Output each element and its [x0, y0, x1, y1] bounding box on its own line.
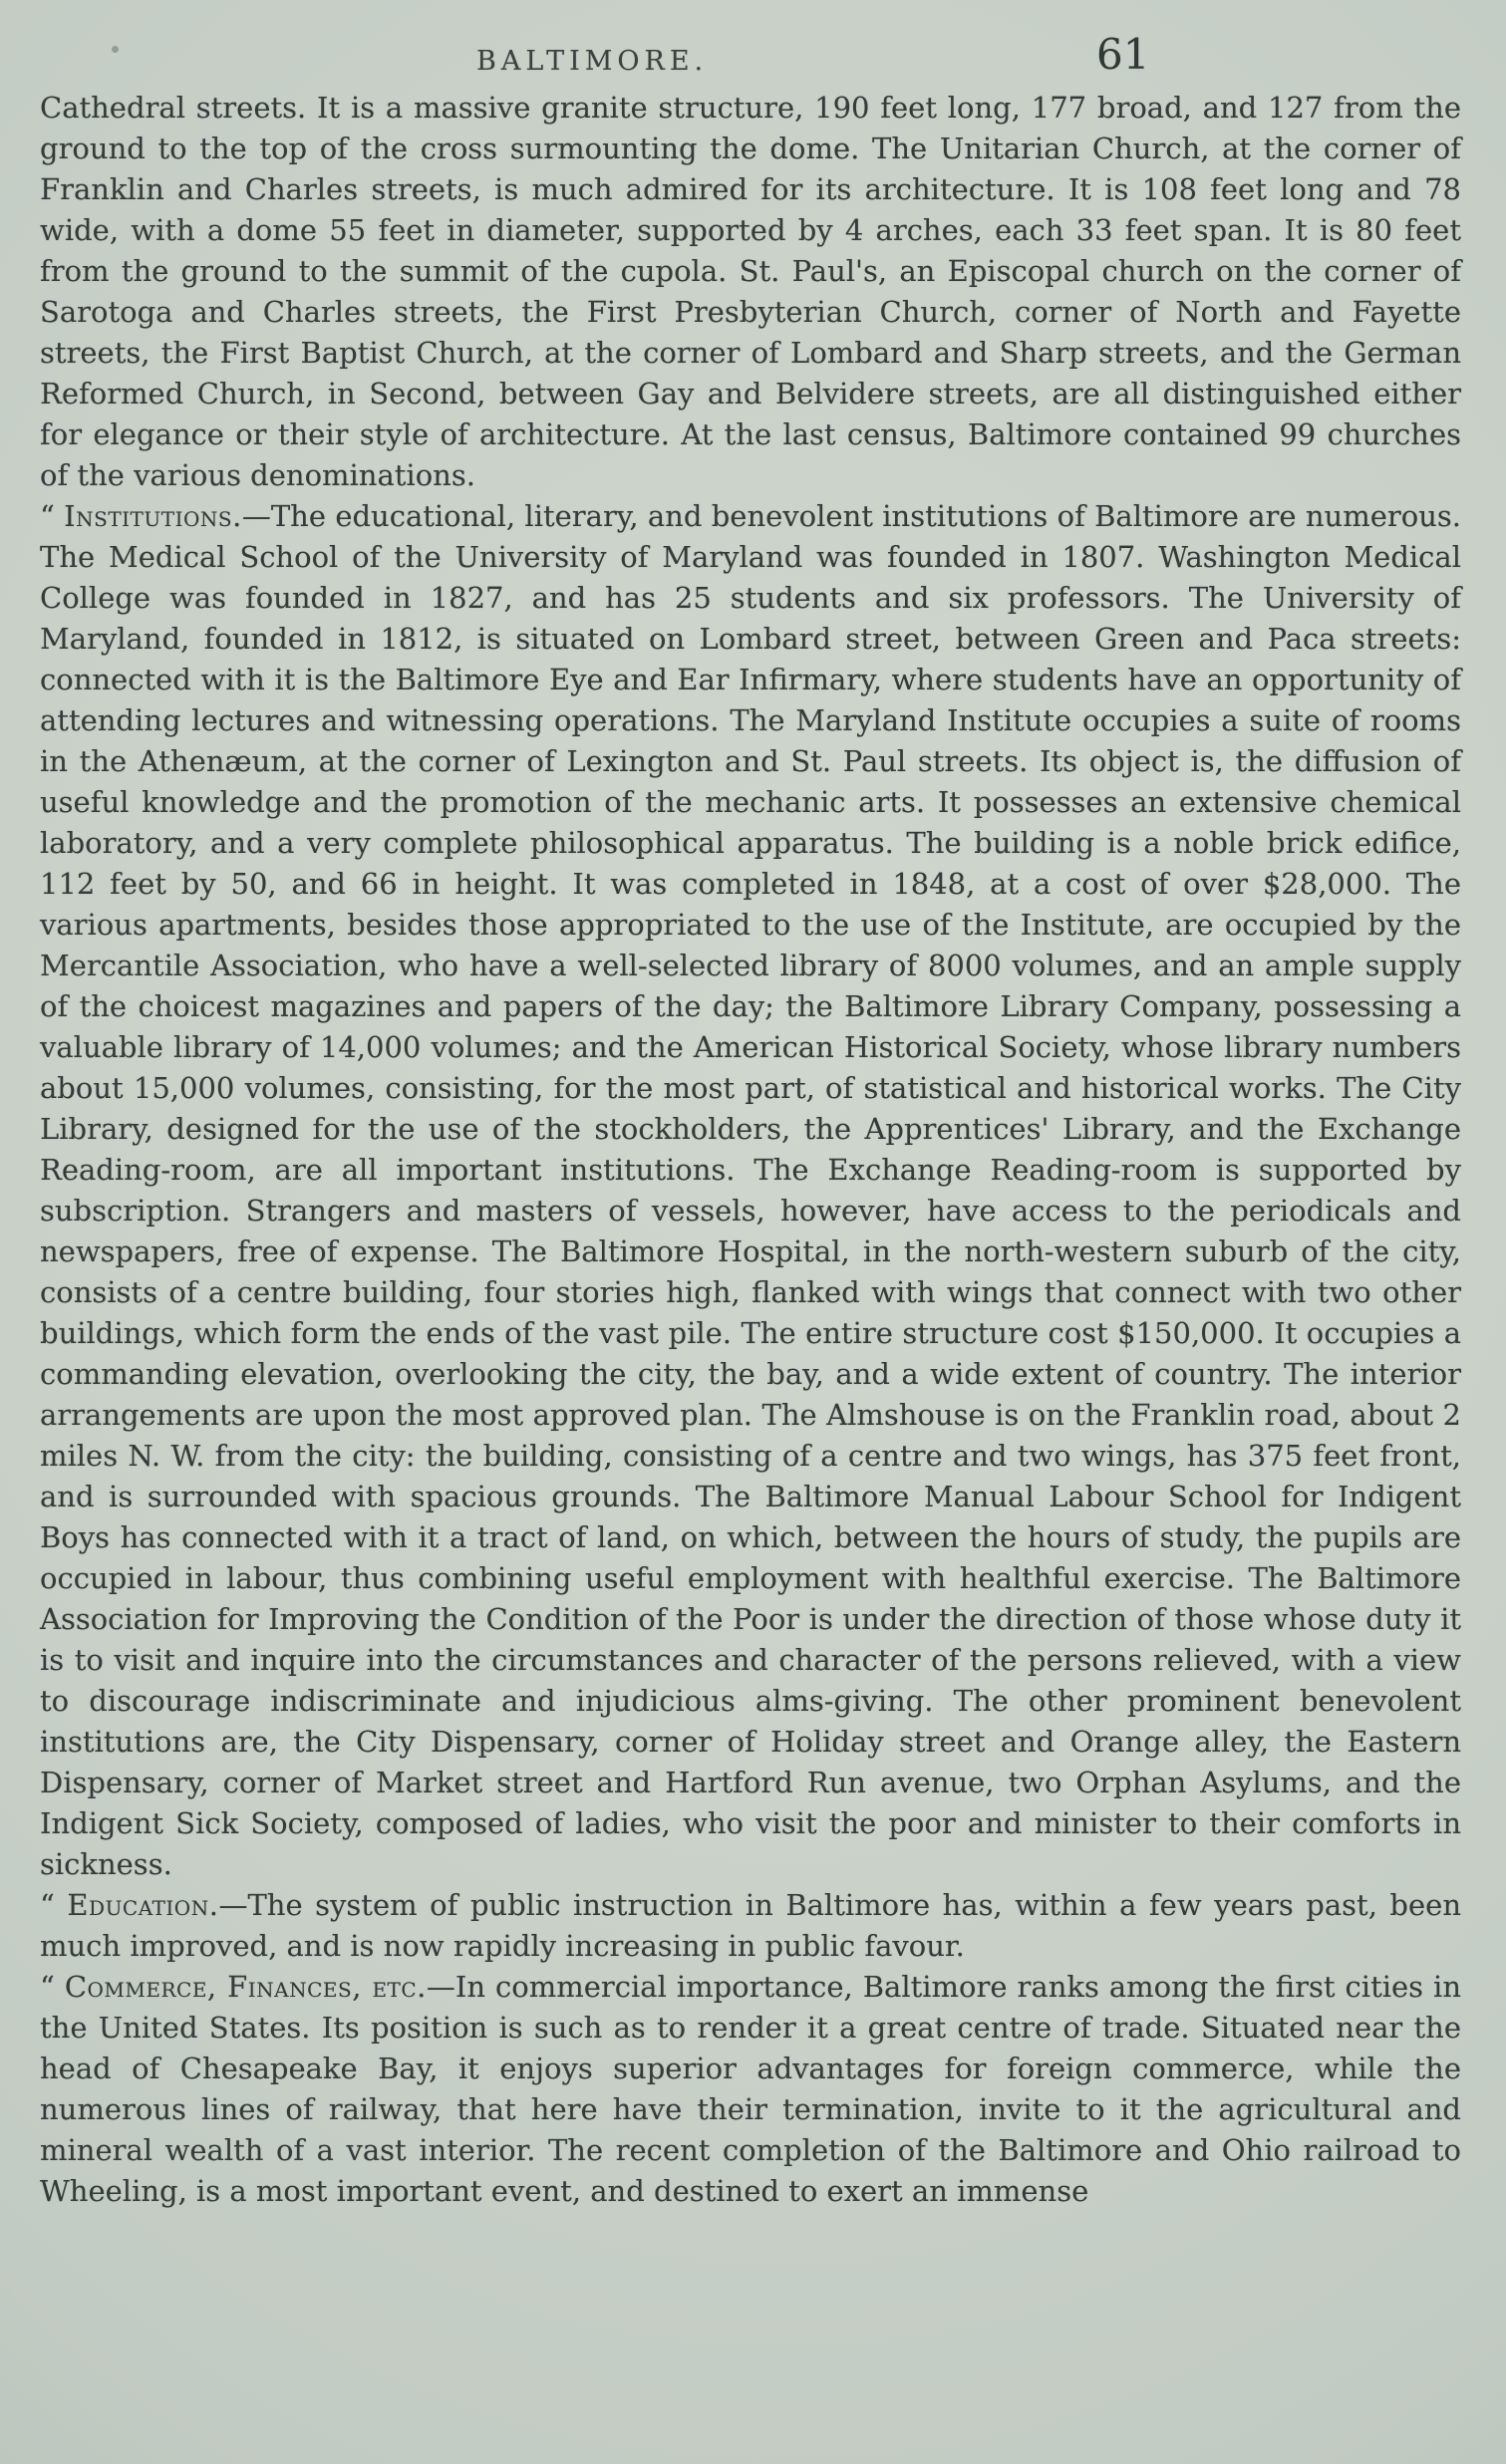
paragraph-lead: Commerce, Finances, etc.	[64, 1970, 427, 2004]
paragraph-quote: “	[40, 499, 65, 533]
running-head-title: BALTIMORE.	[476, 46, 709, 77]
paragraph-commerce-finances	[40, 1967, 1461, 2212]
paragraph-institutions	[40, 496, 1461, 1885]
paragraph-education	[40, 1885, 1461, 1967]
paragraph-lead: Education.	[67, 1888, 219, 1922]
ink-speck	[112, 46, 119, 53]
page-number: 61	[1096, 30, 1150, 79]
paragraph-quote: “	[40, 1970, 65, 2004]
paragraph-cathedral-churches	[40, 88, 1461, 496]
paragraph-lead: Institutions.	[64, 499, 242, 533]
paragraph-quote: “	[40, 1888, 68, 1922]
paragraph-body: —The system of public instruction in Baltimore has, within a few years past, been much improved, and is now rapidly increasing in public favour.	[40, 1888, 1461, 1963]
paragraph-body: Cathedral streets. It is a massive granite structure, 190 feet long, 177 broad, and 127 from the ground to the top of the cross surmounting the dome. The Unitarian Church, at the corner of Franklin and Charles streets, is much admired for its architecture. It is 108 feet long and 78 wide, with a dome 55 feet in diameter, supported by 4 arches, each 33 feet span. It is 80 feet from the ground to the summit of the cupola. St. Paul's, an Episcopal church on the corner of Sarotoga and Charles streets, the First Presbyterian Church, corner of North and Fayette streets, the First Baptist Church, at the corner of Lombard and Sharp streets, and the German Reformed Church, in Second, between Gay and Belvidere streets, are all distinguished either for elegance or their style of architecture. At the last census, Baltimore contained 99 churches of the various denominations.	[40, 91, 1461, 492]
text-block	[40, 88, 1461, 2212]
paragraph-body: —In commercial importance, Baltimore ranks among the first cities in the United States. Its position is such as to render it a great centre of trade. Situated near the head of Chesapeake Bay, it enjoys superior advantages for foreign commerce, while the numerous lines of railway, that here have their termination, invite to it the agricultural and mineral wealth of a vast interior. The recent completion of the Baltimore and Ohio railroad to Wheeling, is a most important event, and destined to exert an immense	[40, 1970, 1461, 2208]
paragraph-body: —The educational, literary, and benevolent institutions of Baltimore are numerous. The Medical School of the University of Maryland was founded in 1807. Washington Medical College was founded in 1827, and has 25 students and six professors. The University of Maryland, founded in 1812, is situated on Lombard street, between Green and Paca streets: connected with it is the Baltimore Eye and Ear Infirmary, where students have an opportunity of attending lectures and witnessing operations. The Maryland Institute occupies a suite of rooms in the Athenæum, at the corner of Lexington and St. Paul streets. Its object is, the diffusion of useful knowledge and the promotion of the mechanic arts. It possesses an extensive chemical laboratory, and a very complete philosophical apparatus. The building is a noble brick edifice, 112 feet by 50, and 66 in height. It was completed in 1848, at a cost of over $28,000. The various apartments, besides those appropriated to the use of the Institute, are occupied by the Mercantile Association, who have a well-selected library of 8000 volumes, and an ample supply of the choicest magazines and papers of the day; the Baltimore Library Company, possessing a valuable library of 14,000 volumes; and the American Historical Society, whose library numbers about 15,000 volumes, consisting, for the most part, of statistical and historical works. The City Library, designed for the use of the stockholders, the Apprentices' Library, and the Exchange Reading-room, are all important institutions. The Exchange Reading-room is supported by subscription. Strangers and masters of vessels, however, have access to the periodicals and newspapers, free of expense. The Baltimore Hospital, in the north-western suburb of the city, consists of a centre building, four stories high, flanked with wings that connect with two other buildings, which form the ends of the vast pile. The entire structure cost $150,000. It occupies a commanding elevation, overlooking the city, the bay, and a wide extent of country. The interior arrangements are upon the most approved plan. The Almshouse is on the Franklin road, about 2 miles N. W. from the city: the building, consisting of a centre and two wings, has 375 feet front, and is surrounded with spacious grounds. The Baltimore Manual Labour School for Indigent Boys has connected with it a tract of land, on which, between the hours of study, the pupils are occupied in labour, thus combining useful employment with healthful exercise. The Baltimore Association for Improving the Condition of the Poor is under the direction of those whose duty it is to visit and inquire into the circumstances and character of the persons relieved, with a view to discourage indiscriminate and injudicious alms-giving. The other prominent benevolent institutions are, the City Dispensary, corner of Holiday street and Orange alley, the Eastern Dispensary, corner of Market street and Hartford Run avenue, two Orphan Asylums, and the Indigent Sick Society, composed of ladies, who visit the poor and minister to their comforts in sickness.	[40, 499, 1461, 1881]
